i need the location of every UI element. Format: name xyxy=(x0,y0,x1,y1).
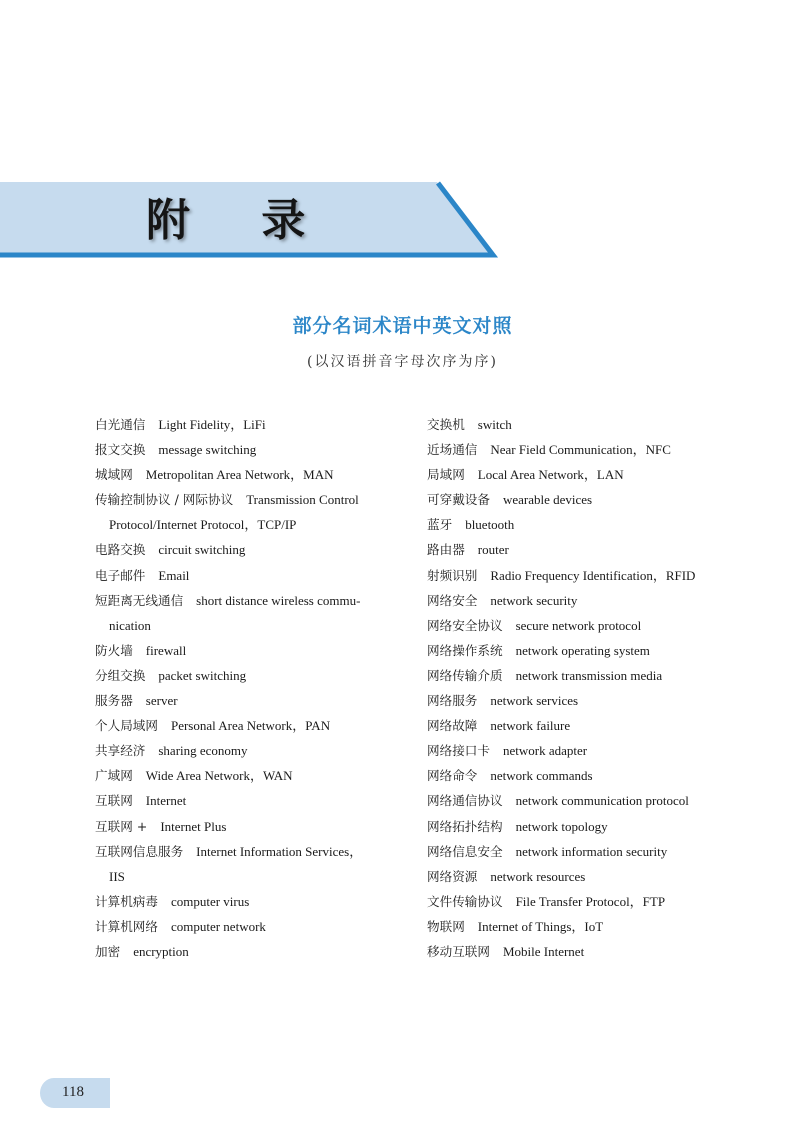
glossary-left-column xyxy=(95,412,395,964)
term-english: network communication protocol xyxy=(515,793,689,809)
term-english: network commands xyxy=(490,768,593,784)
section-subtitle: (以汉语拼音字母次序为序) xyxy=(307,354,498,370)
term-chinese: 网络接口卡 xyxy=(427,743,490,759)
term-chinese: 报文交换 xyxy=(95,442,146,458)
glossary-entry xyxy=(427,613,727,638)
term-english: Light Fidelity，LiFi xyxy=(158,417,266,432)
glossary-entry xyxy=(427,939,727,964)
glossary-entry xyxy=(95,563,395,588)
term-english: Internet Plus xyxy=(160,818,227,834)
term-chinese: 网络资源 xyxy=(427,868,478,884)
glossary-entry xyxy=(427,839,727,864)
term-chinese: 广域网 xyxy=(95,768,133,784)
term-chinese: 射频识别 xyxy=(427,567,478,583)
term-chinese: 网络操作系统 xyxy=(427,642,503,658)
term-chinese: 网络服务 xyxy=(427,693,478,709)
term-chinese: 网络传输介质 xyxy=(427,667,503,683)
term-chinese: 电路交换 xyxy=(95,542,146,558)
glossary-entry xyxy=(427,763,727,788)
glossary-entry xyxy=(95,588,393,638)
glossary-entry xyxy=(95,763,395,788)
term-english: sharing economy xyxy=(158,743,248,759)
term-chinese: 城域网 xyxy=(95,467,133,483)
glossary-entry xyxy=(95,939,395,964)
term-chinese: 服务器 xyxy=(95,693,133,709)
term-chinese: 白光通信 xyxy=(95,417,146,432)
term-chinese: 近场通信 xyxy=(427,442,478,458)
term-english: Mobile Internet xyxy=(502,943,585,959)
term-english: switch xyxy=(477,417,512,432)
term-chinese: 网络信息安全 xyxy=(427,843,503,859)
glossary-entry xyxy=(95,638,395,663)
term-english: Internet of Things，IoT xyxy=(477,918,604,934)
glossary-entry xyxy=(427,563,727,588)
glossary-entry xyxy=(95,814,395,839)
term-chinese: 个人局域网 xyxy=(95,718,158,734)
term-english: network resources xyxy=(490,868,586,884)
glossary-entry xyxy=(95,537,395,562)
glossary-entry xyxy=(95,462,395,487)
term-english: Internet Information Services， xyxy=(196,843,363,859)
term-chinese: 计算机网络 xyxy=(95,918,158,934)
glossary-entry xyxy=(427,663,727,688)
glossary-entry xyxy=(427,814,727,839)
glossary-entry xyxy=(427,462,727,487)
glossary-entry xyxy=(95,713,395,738)
glossary-entry xyxy=(95,914,395,939)
term-chinese: 蓝牙 xyxy=(427,517,453,533)
glossary-entry xyxy=(95,487,393,537)
term-chinese: 计算机病毒 xyxy=(95,893,158,909)
term-english: firewall xyxy=(145,642,187,658)
term-chinese: 加密 xyxy=(95,943,121,959)
glossary-entry xyxy=(427,412,727,437)
term-english: network transmission media xyxy=(515,667,663,683)
term-english: server xyxy=(145,693,178,709)
term-english: network operating system xyxy=(515,642,650,658)
term-english: Wide Area Network，WAN xyxy=(145,768,293,784)
term-english: computer virus xyxy=(170,893,250,909)
glossary-entry xyxy=(427,864,727,889)
term-english: network information security xyxy=(515,843,668,859)
term-english: Personal Area Network，PAN xyxy=(170,718,331,734)
term-chinese: 防火墙 xyxy=(95,642,133,658)
glossary-entry xyxy=(427,914,727,939)
term-english: message switching xyxy=(158,442,257,458)
glossary-entry xyxy=(95,688,395,713)
term-english: network security xyxy=(490,592,578,608)
term-chinese: 文件传输协议 xyxy=(427,893,503,909)
term-chinese: 移动互联网 xyxy=(427,943,490,959)
term-chinese: 传输控制协议 / 网际协议 xyxy=(95,492,234,508)
term-chinese: 网络拓扑结构 xyxy=(427,818,503,834)
term-chinese: 共享经济 xyxy=(95,743,146,759)
glossary-entry xyxy=(427,512,727,537)
term-english: Email xyxy=(158,567,190,583)
page-number: 118 xyxy=(62,1084,84,1100)
section-title: 部分名词术语中英文对照 xyxy=(292,315,513,337)
term-chinese: 可穿戴设备 xyxy=(427,492,490,508)
glossary-entry xyxy=(427,437,727,462)
term-english: Metropolitan Area Network，MAN xyxy=(145,467,334,483)
term-english: network adapter xyxy=(502,743,588,759)
glossary-entry xyxy=(427,487,727,512)
term-english: Transmission Control xyxy=(246,492,359,508)
term-chinese: 物联网 xyxy=(427,918,465,934)
glossary-entry xyxy=(427,588,727,613)
term-chinese: 网络命令 xyxy=(427,768,478,784)
glossary-entry xyxy=(427,788,727,813)
term-english: short distance wireless commu- xyxy=(196,592,361,608)
glossary-entry xyxy=(95,437,395,462)
term-chinese: 分组交换 xyxy=(95,667,146,683)
term-chinese: 网络故障 xyxy=(427,718,478,734)
term-english: router xyxy=(477,542,509,558)
glossary-entry xyxy=(427,688,727,713)
term-chinese: 短距离无线通信 xyxy=(95,592,184,608)
term-english: network topology xyxy=(515,818,608,834)
term-english: circuit switching xyxy=(158,542,246,558)
term-chinese: 互联网信息服务 xyxy=(95,843,184,859)
term-chinese: 局域网 xyxy=(427,467,465,483)
term-english-continued: IIS xyxy=(109,868,125,884)
term-english-continued: Protocol/Internet Protocol，TCP/IP xyxy=(109,517,297,533)
glossary-entry xyxy=(427,738,727,763)
term-english: packet switching xyxy=(158,667,247,683)
glossary-entry xyxy=(95,839,393,889)
term-english: computer network xyxy=(170,918,266,934)
glossary-entry xyxy=(427,889,727,914)
term-english: encryption xyxy=(133,943,189,959)
term-english: Radio Frequency Identification，RFID xyxy=(490,567,696,583)
term-chinese: 交换机 xyxy=(427,417,465,432)
glossary-entry xyxy=(95,663,395,688)
glossary-entry xyxy=(427,713,727,738)
term-english: Local Area Network，LAN xyxy=(477,467,624,483)
term-chinese: 互联网 + xyxy=(95,818,148,834)
glossary-entry xyxy=(95,889,395,914)
term-chinese: 路由器 xyxy=(427,542,465,558)
term-chinese: 网络安全协议 xyxy=(427,617,503,633)
glossary-entry xyxy=(95,738,395,763)
term-chinese: 网络通信协议 xyxy=(427,793,503,809)
glossary-entry xyxy=(95,412,395,437)
term-english: bluetooth xyxy=(465,517,515,533)
glossary-entry xyxy=(95,788,395,813)
term-english: network services xyxy=(490,693,579,709)
term-chinese: 互联网 xyxy=(95,793,133,809)
glossary-right-column xyxy=(427,412,727,964)
glossary-entry xyxy=(427,638,727,663)
term-english: Near Field Communication，NFC xyxy=(490,442,671,458)
term-chinese: 网络安全 xyxy=(427,592,478,608)
appendix-title: 附 录 xyxy=(146,195,334,246)
term-chinese: 电子邮件 xyxy=(95,567,146,583)
term-english-continued: nication xyxy=(109,617,151,633)
term-english: File Transfer Protocol，FTP xyxy=(515,893,666,909)
term-english: Internet xyxy=(145,793,187,809)
term-english: secure network protocol xyxy=(515,617,642,633)
term-english: network failure xyxy=(490,718,571,734)
term-english: wearable devices xyxy=(502,492,593,508)
glossary-entry xyxy=(427,537,727,562)
